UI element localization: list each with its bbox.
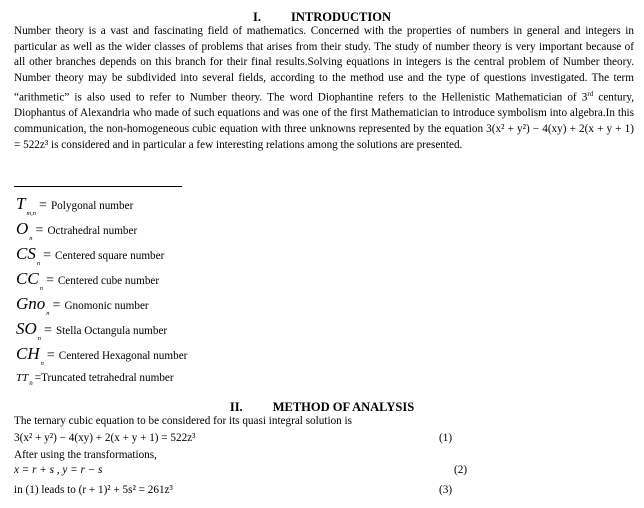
footnote-divider <box>14 186 182 187</box>
notation-description: Polygonal number <box>50 200 134 212</box>
notation-symbol: $SO_n$ <box>16 319 42 343</box>
notation-symbol: $T_{m,n}$ <box>16 194 37 218</box>
notation-symbol: $TT_n$ <box>16 372 33 388</box>
notation-item <box>16 344 187 366</box>
notation-item <box>16 319 167 341</box>
notation-item <box>16 368 174 390</box>
intro-text-part3: is considered and in particular a few interesting relations among the solutions are presented. <box>48 138 463 151</box>
notation-description: Stella Octangula number <box>55 325 168 337</box>
notation-symbol: $CH_n$ <box>16 344 44 368</box>
equation-2: x = r + s , y = r − s <box>14 464 103 476</box>
section-heading-method <box>0 400 644 414</box>
section-title: INTRODUCTION <box>290 10 391 24</box>
section-number: II. <box>229 400 243 414</box>
notation-item <box>16 244 164 266</box>
equals-sign: = <box>52 298 61 313</box>
notation-item <box>16 294 149 316</box>
notation-symbol: Gno$_n$ <box>16 294 50 318</box>
notation-item <box>16 269 159 291</box>
intro-ordinal-suffix: rd <box>587 89 594 98</box>
equation-number-3: (3) <box>439 484 453 496</box>
notation-description: Centered cube number <box>57 275 160 287</box>
equation-3: (r + 1)² + 5s² = 261z³ <box>78 484 173 496</box>
method-text-line: The ternary cubic equation to be considered for its quasi integral solution is <box>14 415 353 427</box>
introduction-paragraph <box>14 24 634 153</box>
notation-description: Truncated tetrahedral number <box>41 372 174 384</box>
equation-1: 3(x² + y²) − 4(xy) + 2(x + y + 1) = 522z³ <box>14 432 196 444</box>
equals-sign: = <box>46 348 55 363</box>
equals-sign: = <box>35 223 44 238</box>
equals-sign: = <box>44 323 52 338</box>
intro-equation: 3(x² + y²) − 4(xy) + 2(x + y + 1) = 522z³ <box>14 122 634 151</box>
section-title: METHOD OF ANALYSIS <box>272 400 415 414</box>
section-heading-introduction <box>0 10 644 24</box>
notation-symbol: $O_n$ <box>16 219 33 243</box>
section-number: I. <box>252 10 261 24</box>
notation-description: Centered square number <box>55 250 165 262</box>
method-text-line: After using the transformations, <box>14 449 157 461</box>
equation-number-2: (2) <box>454 464 468 476</box>
equals-sign: = <box>39 198 47 213</box>
notation-symbol: $CC_n$ <box>16 269 43 293</box>
notation-symbol: $CS_n$ <box>16 244 41 268</box>
notation-item <box>16 219 137 241</box>
notation-description: Octrahedral number <box>47 225 138 237</box>
notation-description: Gnomonic number <box>64 300 149 312</box>
equals-sign: = <box>45 273 54 288</box>
notation-item <box>16 194 133 216</box>
method-text-line <box>14 483 173 497</box>
intro-text-part2: century, Diophantus of Alexandria who made of such equations and was one of the first Mathematician to introduce symbolism into algebra.In this communication, the non-homogeneous cubic equation with three unknowns represented by the equation <box>14 91 634 135</box>
equals-sign: = <box>34 372 42 384</box>
notation-description: Centered Hexagonal number <box>58 350 188 362</box>
equation-number-1: (1) <box>439 432 453 444</box>
equals-sign: = <box>43 248 51 263</box>
method-text-prefix: in (1) leads to <box>14 484 79 496</box>
intro-text-part1: Number theory is a vast and fascinating field of mathematics. Concerned with the properties of numbers in general and integers in particular as well as the wider classes of problems that arises from their study. The study of number theory is very important because of all other branches depends on this branch for their final results.Solving equations in integers is the central problem of Number theory. Number theory may be subdivided into several fields, according to the method use and the type of questions investigated. The term “arithmetic” is also used to refer to Number theory. The word Diophantine refers to the Hellenistic Mathematician of 3 <box>14 25 634 104</box>
